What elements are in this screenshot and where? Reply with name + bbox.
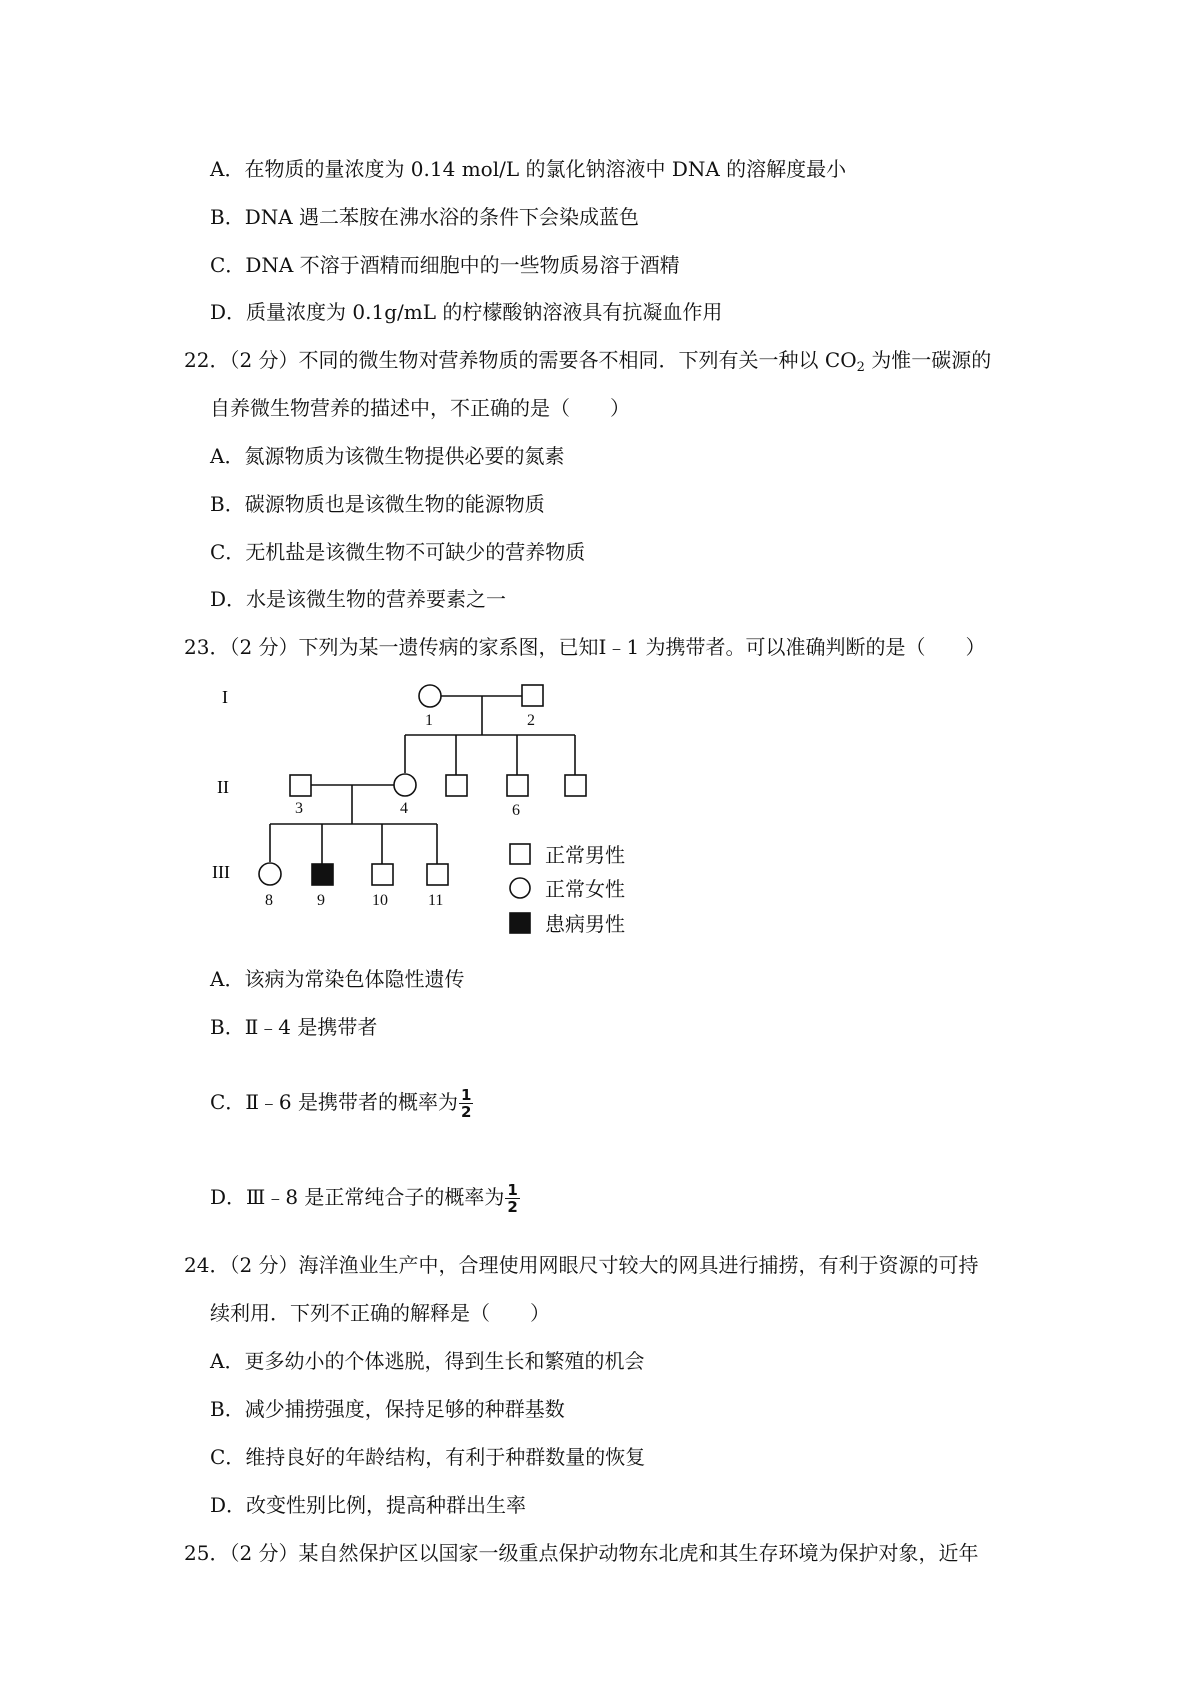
- q24-option-c: C．维持良好的年龄结构，有利于种群数量的恢复: [210, 1445, 646, 1469]
- individual-iii-11: [427, 864, 448, 885]
- question-score: （2 分）: [229, 1541, 299, 1565]
- individual-i-1: [419, 685, 441, 707]
- generation-label-iii: III: [212, 862, 230, 882]
- q22-option-b: B．碳源物质也是该微生物的能源物质: [210, 492, 545, 516]
- individual-label: 8: [265, 892, 273, 909]
- q23-option-b: B．Ⅱ﹣4 是携带者: [210, 1015, 378, 1039]
- individual-label: 9: [317, 892, 325, 909]
- q23-stem: 23．（2 分）下列为某一遗传病的家系图，已知Ⅰ﹣1 为携带者。可以准确判断的是（ ）: [184, 635, 986, 659]
- legend-square-icon: [510, 844, 530, 864]
- question-score: （2 分）: [229, 348, 299, 372]
- legend-circle-icon: [510, 878, 530, 898]
- pedigree-diagram: [210, 680, 650, 950]
- q21-option-b: B．DNA 遇二苯胺在沸水浴的条件下会染成蓝色: [210, 205, 640, 229]
- individual-i-2: [522, 685, 543, 706]
- individual-label: 3: [295, 800, 303, 817]
- individual-iii-10: [372, 864, 393, 885]
- q23-option-c: C．Ⅱ﹣6 是携带者的概率为 $\frac{1}{2}$: [210, 1086, 472, 1121]
- q21-option-a: A．在物质的量浓度为 0.14 mol/L 的氯化钠溶液中 DNA 的溶解度最小: [210, 157, 847, 181]
- q24-stem: 24．（2 分）海洋渔业生产中，合理使用网眼尺寸较大的网具进行捕捞，有利于资源的可持: [184, 1253, 979, 1277]
- question-number: 24．: [184, 1253, 230, 1277]
- individual-ii-7: [565, 775, 586, 796]
- legend-filled-square-icon: [510, 913, 530, 933]
- generation-label-ii: II: [217, 777, 229, 797]
- fraction: $\frac{1}{2}$: [507, 1181, 518, 1216]
- q23-option-d: D．Ⅲ﹣8 是正常纯合子的概率为 $\frac{1}{2}$: [210, 1181, 518, 1216]
- individual-label: 10: [372, 892, 388, 909]
- q23-option-a: A．该病为常染色体隐性遗传: [210, 967, 465, 991]
- q21-option-d: D．质量浓度为 0.1g/mL 的柠檬酸钠溶液具有抗凝血作用: [210, 300, 723, 324]
- individual-ii-6: [507, 775, 528, 796]
- q25-stem: 25．（2 分）某自然保护区以国家一级重点保护动物东北虎和其生存环境为保护对象，近年: [184, 1541, 979, 1565]
- individual-label: 11: [428, 892, 444, 909]
- q24-stem-line2: 续利用．下列不正确的解释是（ ）: [210, 1301, 550, 1325]
- q24-option-a: A．更多幼小的个体逃脱，得到生长和繁殖的机会: [210, 1349, 645, 1373]
- individual-label: 4: [400, 800, 408, 817]
- q22-option-a: A．氮源物质为该微生物提供必要的氮素: [210, 444, 565, 468]
- individual-iii-8: [259, 863, 281, 885]
- q22-option-d: D．水是该微生物的营养要素之一: [210, 587, 507, 611]
- individual-ii-4: [394, 774, 416, 796]
- individual-label: 6: [512, 802, 520, 819]
- fraction: $\frac{1}{2}$: [461, 1086, 472, 1121]
- generation-label-i: I: [222, 687, 228, 707]
- individual-label: 1: [425, 712, 433, 729]
- individual-label: 2: [527, 712, 535, 729]
- legend-affected-male: 患病男性: [545, 912, 625, 936]
- q22-stem-line2: 自养微生物营养的描述中，不正确的是（ ）: [210, 396, 630, 420]
- legend-normal-female: 正常女性: [545, 877, 625, 901]
- q24-option-b: B．减少捕捞强度，保持足够的种群基数: [210, 1397, 565, 1421]
- question-score: （2 分）: [229, 1253, 299, 1277]
- q24-option-d: D．改变性别比例，提高种群出生率: [210, 1493, 527, 1517]
- question-score: （2 分）: [229, 635, 299, 659]
- question-number: 22．: [184, 348, 230, 372]
- legend-normal-male: 正常男性: [545, 843, 625, 867]
- q21-option-c: C．DNA 不溶于酒精而细胞中的一些物质易溶于酒精: [210, 253, 680, 277]
- q22-stem: 22．（2 分）不同的微生物对营养物质的需要各不相同．下列有关一种以 $CO_2$ 为惟一碳源的: [184, 348, 992, 375]
- individual-ii-5: [446, 775, 467, 796]
- individual-iii-9: [312, 864, 333, 885]
- question-number: 25．: [184, 1541, 230, 1565]
- q22-option-c: C．无机盐是该微生物不可缺少的营养物质: [210, 540, 586, 564]
- individual-ii-3: [290, 775, 311, 796]
- question-number: 23．: [184, 635, 230, 659]
